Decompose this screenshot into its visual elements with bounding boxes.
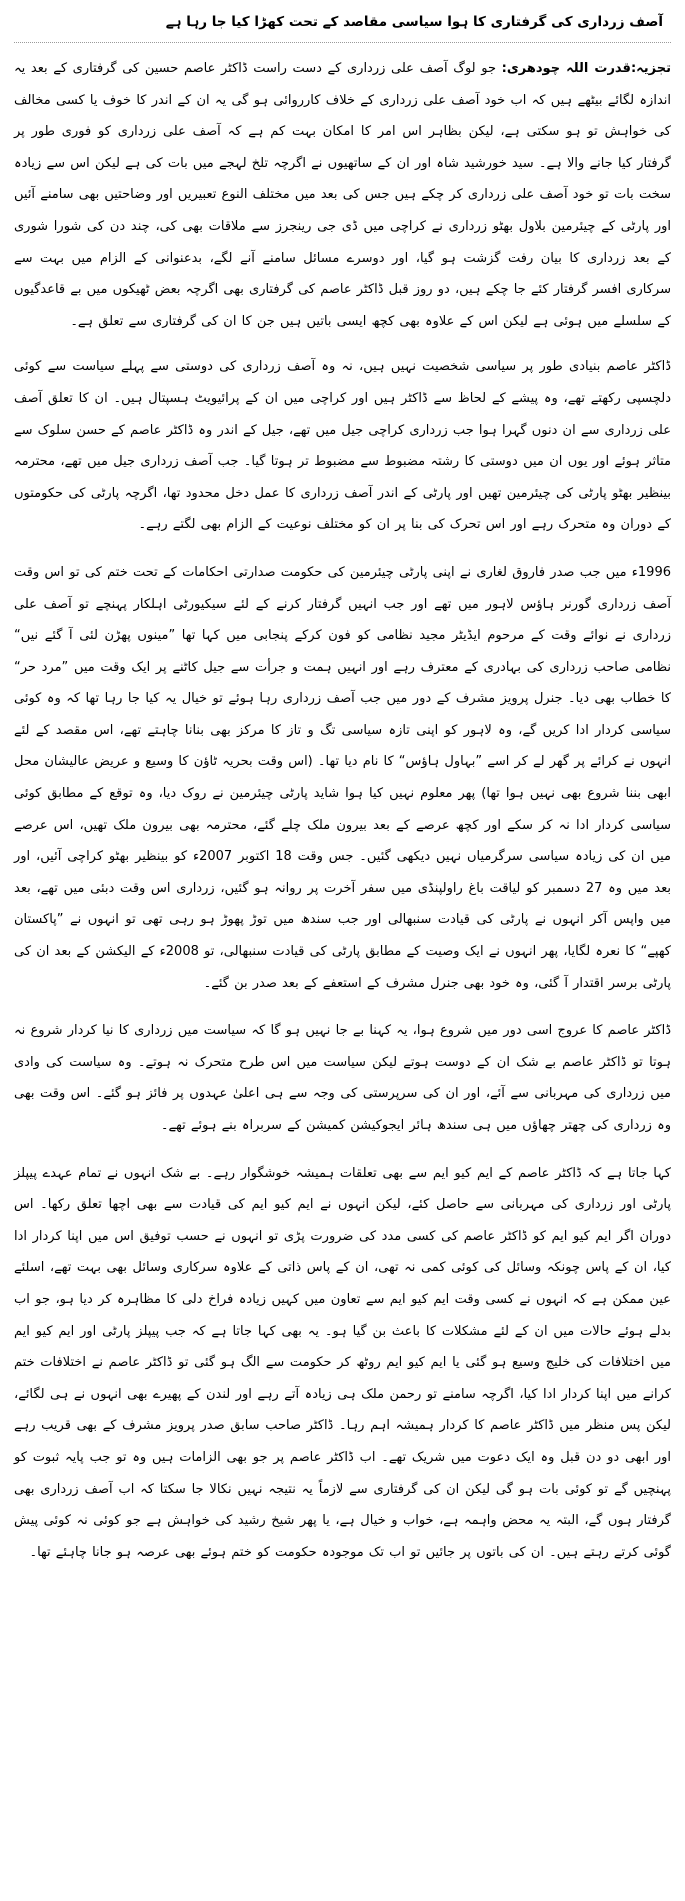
article-paragraph-2: ڈاکٹر عاصم بنیادی طور پر سیاسی شخصیت نہیں ہیں، نہ وہ آصف زرداری کی دوستی سے پہلے سیاست سے کوئی دلچسپی رکھتے تھے، وہ پیشے کے لحاظ سے ڈاکٹر ہیں اور کراچی میں ان کے پرائیویٹ ہسپتال ہیں۔ ان کا تعلق آصف علی زرداری سے ان دنوں گہرا ہوا جب زرداری کراچی جیل میں تھے، جیل کے اندر وہ ڈاکٹر عاصم کے حسن سلوک سے متاثر ہوئے اور یوں ان میں دوستی کا رشتہ مضبوط سے مضبوط تر ہوتا گیا۔ جب آصف زرداری جیل میں تھے، محترمہ بینظیر بھٹو پارٹی کی چیئرمین تھیں اور پارٹی کے اندر آصف زرداری کا عمل دخل محدود تھا، اگرچہ پارٹی کی حکومتوں کے دوران وہ متحرک رہے اور اس تحرک کی بنا پر ان کو مختلف نوعیت کے الزام بھی لگتے رہے۔: [14, 359, 671, 533]
paragraph-text: جو لوگ آصف علی زرداری کے دست راست ڈاکٹر عاصم حسین کی گرفتاری کے بعد یہ اندازہ لگائے بیٹھے ہیں کہ اب خود آصف علی زرداری کے خلاف کارروائی ہو گی یہ ان کے اندر کا خوف یا کسی مخالف کی خواہش تو ہو سکتی ہے، لیکن بظاہر اس امر کا امکان بہت کم ہے کہ آصف علی زرداری کو فوری طور پر گرفتار کیا جانے والا ہے۔ سید خورشید شاہ اور ان کے ساتھیوں نے اگرچہ تلخ لہجے میں بات کی ہے لیکن اس سے زیادہ سخت بات تو خود آصف علی زرداری کر چکے ہیں جس کی بعد میں مختلف النوع تعبیریں اور وضاحتیں بھی سامنے آئیں اور پارٹی کے چیئرمین بلاول بھٹو زرداری نے کراچی میں ڈی جی رینجرز سے ملاقات بھی کی، چند دن کی شورا شوری کے بعد زرداری کا بیان رفت گزشت ہو گیا، اور دوسرے مسائل سامنے آنے لگے، بدعنوانی کے الزام میں بہت سے سرکاری افسر گرفتار کئے جا چکے ہیں، دو روز قبل ڈاکٹر عاصم کی گرفتاری بھی اگرچہ بعض ٹھیکوں میں بے قاعدگیوں کے سلسلے میں ہوئی ہے لیکن اس کے علاوہ بھی کچھ ایسی باتیں ہیں جن کا ان کی گرفتاری سے تعلق ہے۔: [14, 61, 671, 329]
article-paragraph-4: ڈاکٹر عاصم کا عروج اسی دور میں شروع ہوا، یہ کہنا بے جا نہیں ہو گا کہ سیاست میں زرداری کا نیا کردار شروع نہ ہوتا تو ڈاکٹر عاصم بے شک ان کے دوست ہوتے لیکن سیاست میں اس طرح متحرک نہ ہوتے۔ وہ سیاست کی وادی میں زرداری کی مہربانی سے آئے، اور ان کی سرپرستی کی وجہ سے ہی اعلیٰ عہدوں پر فائز ہو گئے۔ اس وقت بھی وہ زرداری کی چھتر چھاؤں میں ہی سندھ ہائر ایجوکیشن کمیشن کے سربراہ بنے ہوئے تھے۔: [14, 1023, 671, 1133]
analysis-tag: تجزیہ:: [630, 61, 671, 76]
author-name: قدرت اللہ چودھری:: [501, 61, 631, 76]
article-paragraph-3: 1996ء میں جب صدر فاروق لغاری نے اپنی پارٹی چیئرمین کی حکومت صدارتی احکامات کے تحت ختم کی تو اس وقت آصف زرداری گورنر ہاؤس لاہور میں تھے اور جب انہیں گرفتار کرنے کے لئے سیکیورٹی اہلکار پہنچے تو آصف علی زرداری نے نوائے وقت کے مرحوم ایڈیٹر مجید نظامی کو فون کرکے پنجابی میں کہا تھا ”مینوں پھڑن لئی آ گئے نیں“ نظامی صاحب زرداری کی بہادری کے معترف رہے اور انہیں ہمت و جرأت سے جیل کاٹنے پر ایک وقت میں ”مرد حر“ کا خطاب بھی دیا۔ جنرل پرویز مشرف کے دور میں جب آصف زرداری رہا ہوئے تو خیال یہ کیا جا رہا تھا کہ وہ کوئی سیاسی کردار ادا کریں گے، وہ لاہور کو اپنی تازہ سیاسی تگ و تاز کا مرکز بھی بنانا چاہتے تھے، اس مقصد کے لئے انہوں نے کرائے پر گھر لے کر اسے ”بہاول ہاؤس“ کا نام دیا تھا۔ (اس وقت بحریہ ٹاؤن کا وسیع و عریض عالیشان محل ابھی بننا شروع بھی نہیں ہوا تھا) پھر معلوم نہیں کیا ہوا شاید پارٹی چیئرمین نے روک دیا، وہ توقع کے مطابق کوئی سیاسی کردار ادا نہ کر سکے اور کچھ عرصے کے بعد بیرون ملک چلے گئے، محترمہ بھی بیرون ملک تھیں، اس عرصے میں ان کی زیادہ سیاسی سرگرمیاں نہیں دیکھی گئیں۔ جس وقت 18 اکتوبر 2007ء کو بینظیر بھٹو کراچی آئیں، اور بعد میں وہ 27 دسمبر کو لیاقت باغ راولپنڈی میں سفر آخرت پر روانہ ہو گئیں، زرداری اس وقت دبئی میں تھے، بعد میں واپس آکر انہوں نے پارٹی کی قیادت سنبھالی اور جب سندھ میں توڑ پھوڑ ہو رہی تھی تو انہوں نے ”پاکستان کھپے“ کا نعرہ لگایا، پھر انہوں نے ایک وصیت کے مطابق پارٹی کی قیادت سنبھالی، تو 2008ء کے الیکشن کے بعد ان کی پارٹی برسر اقتدار آ گئی، وہ خود بھی جنرل مشرف کے استعفے کے بعد صدر بن گئے۔: [14, 564, 671, 991]
article-paragraph-1: [14, 53, 671, 337]
article: [14, 0, 671, 1568]
article-paragraph-5: کہا جاتا ہے کہ ڈاکٹر عاصم کے ایم کیو ایم سے بھی تعلقات ہمیشہ خوشگوار رہے۔ بے شک انہوں نے تمام عہدے پیپلز پارٹی اور زرداری کی مہربانی سے حاصل کئے، لیکن انہوں نے ایم کیو ایم کی قیادت سے بھی اچھا تعلق رکھا۔ اس دوران اگر ایم کیو ایم کو ڈاکٹر عاصم کی کسی مدد کی ضرورت پڑی تو انہوں نے حسب توفیق اس میں اپنا کردار ادا کیا، ان کے پاس چونکہ وسائل کی کوئی کمی نہ تھی، ان کے پاس ذاتی کے علاوہ سرکاری وسائل بھی بہت تھے، اسلئے عین ممکن ہے کہ انہوں نے کسی وقت ایم کیو ایم سے تعاون میں کہیں زیادہ فراخ دلی کا مظاہرہ کر دیا ہو، جو اب بدلے ہوئے حالات میں ان کے لئے مشکلات کا باعث بن گیا ہو۔ یہ بھی کہا جاتا ہے کہ جب پیپلز پارٹی اور ایم کیو ایم میں اختلافات کی خلیج وسیع ہو گئی یا ایم کیو ایم روٹھ کر حکومت سے الگ ہو گئی تو ڈاکٹر عاصم نے اختلافات ختم کرانے میں اپنا کردار ادا کیا، اگرچہ سامنے تو رحمن ملک ہی زیادہ آتے رہے اور لندن کے پھیرے بھی انہوں نے ہی لگائے، لیکن پس منظر میں ڈاکٹر عاصم کا کردار ہمیشہ اہم رہا۔ ڈاکٹر صاحب سابق صدر پرویز مشرف کے بھی قریب رہے اور ابھی دو دن قبل وہ ایک دعوت میں شریک تھے۔ اب ڈاکٹر عاصم پر جو بھی الزامات ہیں وہ تو جب پایہ ثبوت کو پہنچیں گے تو کوئی بات ہو گی لیکن ان کی گرفتاری سے لازماً یہ نتیجہ نہیں نکالا جا سکتا کہ اب آصف زرداری بھی گرفتار ہوں گے، البتہ یہ محض واہمہ ہے، خواب و خیال ہے، یا پھر شیخ رشید کی خواہش ہے جو کوئی نہ کوئی پیش گوئی کرتے رہتے ہیں۔ ان کی باتوں پر جائیں تو اب تک موجودہ حکومت کو ختم ہوئے بھی عرصہ ہو جانا چاہئے تھا۔: [14, 1165, 671, 1560]
article-headline: آصف زرداری کی گرفتاری کا ہوا سیاسی مقاصد کے تحت کھڑا کیا جا رہا ہے: [14, 8, 671, 43]
